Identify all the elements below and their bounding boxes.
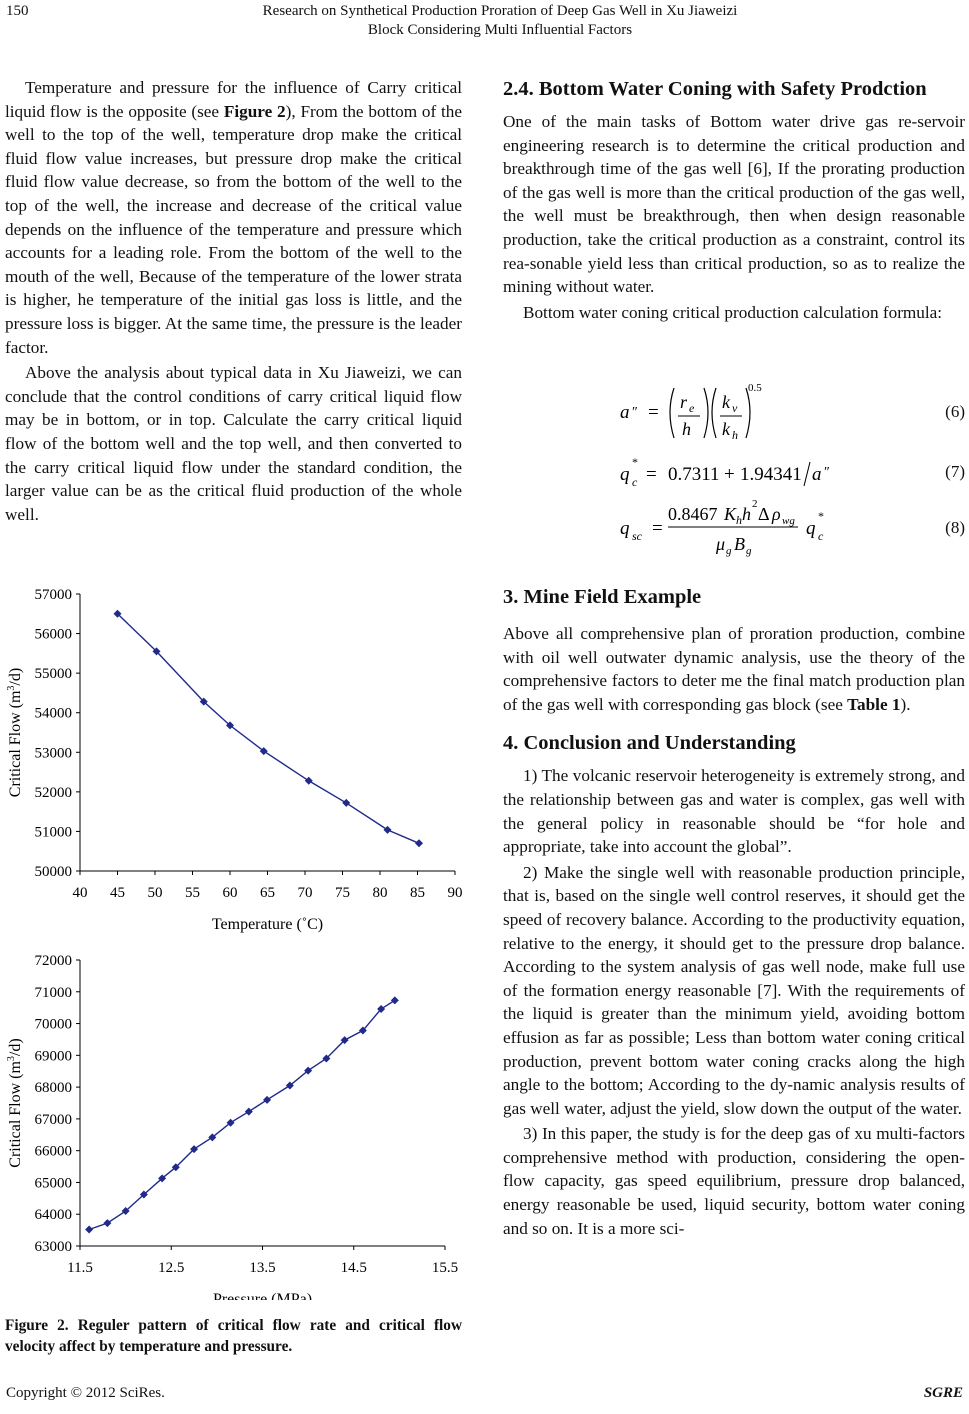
x-tick-label: 65 [260, 885, 275, 901]
y-tick-label: 50000 [34, 864, 72, 880]
svg-text:K: K [724, 504, 737, 524]
section-heading-3: 3. Mine Field Example [503, 586, 702, 608]
y-tick-label: 68000 [34, 1080, 72, 1097]
svg-text:e: e [689, 401, 695, 415]
x-tick-label: 55 [185, 885, 200, 901]
equation-8-number: (8) [945, 518, 965, 537]
x-tick-label: 90 [447, 885, 463, 901]
y-tick-label: 53000 [34, 745, 72, 762]
x-tick-label: 40 [72, 885, 88, 901]
svg-text:+: + [724, 464, 735, 485]
svg-text:q: q [620, 464, 630, 485]
y-tick-label: 51000 [34, 824, 72, 841]
svg-text:h: h [682, 419, 691, 439]
x-tick-label: 60 [222, 885, 238, 901]
x-tick-label: 15.5 [431, 1260, 459, 1276]
figure-ref-link[interactable]: Figure 2 [223, 101, 286, 121]
svg-text:2: 2 [752, 498, 758, 510]
data-point [245, 1108, 253, 1116]
y-tick-label: 72000 [34, 953, 72, 969]
y-axis-label: Critical Flow $(m^3/d)$ [6, 667, 24, 798]
section-heading-4: 4. Conclusion and Understanding [503, 732, 796, 755]
series-line [118, 614, 420, 844]
figure-caption: Figure 2. Reguler pattern of critical flow rate and critical flow velocity affect by temperature and pressure. [5, 1317, 462, 1355]
data-point [384, 826, 392, 834]
page-number: 150 [6, 3, 29, 19]
x-tick-label: 12.5 [158, 1260, 185, 1276]
data-point [305, 777, 313, 785]
y-tick-label: 70000 [34, 1016, 72, 1033]
paragraph: Above the analysis about typical data in Xu Jiaweizi, we can conclude that the control conditions of carry critical liquid flow may be in bottom, or in top. Calculate the carry critical liquid flow of the bottom well and the top well, and then converted to the carry critical liquid flow under the standard condition, the larger value can be as the critical fluid production of the whole well. [5, 363, 462, 524]
x-tick-label: 13.5 [249, 1260, 276, 1276]
y-tick-label: 66000 [34, 1143, 72, 1160]
y-tick-label: 65000 [34, 1175, 72, 1192]
x-tick-label: 50 [147, 885, 163, 901]
svg-text:sc: sc [632, 529, 642, 543]
y-tick-label: 67000 [34, 1111, 72, 1128]
text-run: Above all comprehensive plan of proration production, combine with oil well outwater dynamic analysis, use the theory of the comprehensive factors to deter me the final match production plan of the gas well with corresponding gas block (see [503, 624, 965, 714]
equation-6-formula [612, 380, 772, 444]
svg-text:*: * [818, 509, 824, 523]
x-tick-label: 85 [410, 885, 425, 901]
running-title-line2: Block Considering Multi Influential Factors [367, 22, 633, 38]
x-axis-label: Temperature (˚C) [211, 916, 324, 933]
y-axis-label: Critical Flow $(m^3/d)$ [6, 1038, 24, 1168]
svg-text:Δ: Δ [758, 504, 770, 524]
paragraph: 2) Make the single well with reasonable production principle, that is, based on the single well control reserves, it should get the speed of recovery balance. According to the productivity equation, relative to the energy, it should get to the pressure drop balance. According to the system analysis of gas well node, make full use of the formation energy reasonable [7]. With the requirements of the liquid is greater than the minimum yield, avoiding bottom effusion as far as possible; Less than bottom water coning critical production, prevent bottom water coning cracks along the high angle to the bottom; According to the dy-namic analysis results of gas well water, adjust the yield, slow down the output of the water. [503, 862, 965, 1118]
svg-text:ρ: ρ [772, 504, 781, 524]
equation-7-formula [612, 452, 842, 492]
svg-text:a: a [620, 402, 630, 423]
section-heading-2-4: 2.4. Bottom Water Coning with Safety Prodction [503, 78, 927, 100]
svg-text:v: v [732, 401, 738, 415]
svg-text:a: a [812, 464, 822, 485]
y-tick-label: 56000 [34, 626, 72, 643]
svg-text:c: c [632, 475, 638, 489]
y-tick-label: 55000 [34, 666, 72, 683]
paragraph [503, 622, 965, 716]
svg-text:=: = [648, 402, 659, 423]
data-point [263, 1096, 271, 1104]
equation-7-number: (7) [945, 462, 965, 481]
svg-text:μ: μ [716, 534, 726, 554]
svg-text:″: ″ [824, 465, 830, 480]
paragraph: 3) In this paper, the study is for the deep gas of xu multi-factors comprehensive method with production, considering the open-flow capacity, gas speed equilibrium, pressure drop balanced, energy reasonable be used, liquid security, bottom water coning and so on. It is a more sci- [503, 1124, 965, 1238]
svg-text:k: k [722, 419, 730, 439]
x-tick-label: 45 [110, 885, 125, 901]
equation-8-formula [612, 494, 832, 564]
data-point [391, 996, 399, 1004]
journal-abbrev: SGRE [923, 1385, 963, 1401]
pressure-chart [0, 950, 470, 1300]
svg-text:k: k [722, 392, 730, 412]
svg-text:q: q [620, 518, 630, 539]
paragraph: One of the main tasks of Bottom water drive gas re-servoir engineering research is to determine the critical production and breakthrough time of the gas well [6], If the prorating production of the gas well is more than the critical production of the gas well, the well must be breakthrough, then when design reasonable production, take the critical production as a constraint, control its rea-sonable yield less than critical production, so as to realize the mining without water. [503, 112, 965, 297]
svg-text:h: h [732, 428, 738, 442]
paragraph: 1) The volcanic reservoir heterogeneity is extremely strong, and the relationship between gas and water is complex, gas well with the general policy in reasonable should be “for hole and appropriate, take into account the global”. [503, 766, 965, 857]
svg-text:0.7311: 0.7311 [668, 464, 720, 485]
x-tick-label: 80 [372, 885, 388, 901]
x-axis-label: Pressure (MPa) [212, 1291, 313, 1300]
running-title-line1: Research on Synthetical Production Proration of Deep Gas Well in Xu Jiaweizi [262, 3, 738, 19]
svg-text:0.8467: 0.8467 [668, 504, 718, 524]
svg-text:q: q [806, 518, 816, 539]
y-tick-label: 69000 [34, 1048, 72, 1065]
svg-text:r: r [680, 392, 688, 412]
paragraph [5, 76, 462, 359]
svg-text:″: ″ [632, 405, 638, 420]
y-tick-label: 64000 [34, 1207, 72, 1224]
x-tick-label: 75 [335, 885, 350, 901]
text-run: ), From the bottom of the well to the top of the well, temperature drop make the critical fluid flow value increases, but pressure drop make the critical fluid flow value decrease, so from the bottom of the well to the top of the well, the increase and decrease of the critical value depends on the influence of the temperature and pressure which accounts for a leading role. From the bottom of the well to the mouth of the well, Because of the temperature of the lower strata is higher, he temperature of the initial gas loss is little, and the pressure loss is bigger. At the same time, the pressure is the leader factor. [5, 101, 462, 357]
x-tick-label: 11.5 [67, 1260, 93, 1276]
svg-text:wg: wg [782, 515, 795, 527]
y-tick-label: 71000 [34, 984, 72, 1001]
svg-text:B: B [734, 534, 745, 554]
left-column [5, 76, 462, 526]
x-tick-label: 14.5 [340, 1260, 367, 1276]
svg-text:h: h [736, 513, 742, 527]
copyright: Copyright © 2012 SciRes. [6, 1385, 165, 1401]
paragraph: Bottom water coning critical production calculation formula: [523, 302, 943, 322]
text-run: Temperature and pressure for the influence of Carry critical liquid flow is the opposite (see [5, 78, 462, 121]
right-column-lower [503, 584, 965, 1240]
svg-text:=: = [652, 518, 663, 539]
y-tick-label: 63000 [34, 1239, 72, 1255]
svg-text:g: g [726, 545, 732, 557]
y-tick-label: 52000 [34, 784, 72, 801]
y-tick-label: 54000 [34, 705, 72, 722]
y-tick-label: 57000 [34, 588, 72, 603]
data-point [103, 1219, 111, 1227]
svg-text:0.5: 0.5 [748, 382, 762, 394]
text-run: ). [900, 694, 911, 714]
svg-text:h: h [742, 504, 751, 524]
temperature-chart-svg [0, 588, 470, 938]
data-point [85, 1225, 93, 1233]
svg-text:c: c [818, 529, 824, 543]
data-point [415, 839, 423, 847]
temperature-chart [0, 588, 470, 938]
series-line [89, 1000, 395, 1229]
equation-6-number: (6) [945, 402, 965, 421]
data-point [342, 799, 350, 807]
table-ref-link[interactable]: Table 1 [847, 694, 901, 714]
svg-text:*: * [632, 455, 638, 469]
right-column [503, 76, 965, 324]
svg-text:1.94341: 1.94341 [740, 464, 802, 485]
pressure-chart-svg [0, 950, 470, 1300]
svg-text:g: g [746, 545, 752, 557]
svg-text:=: = [646, 464, 657, 485]
x-tick-label: 70 [297, 885, 313, 901]
